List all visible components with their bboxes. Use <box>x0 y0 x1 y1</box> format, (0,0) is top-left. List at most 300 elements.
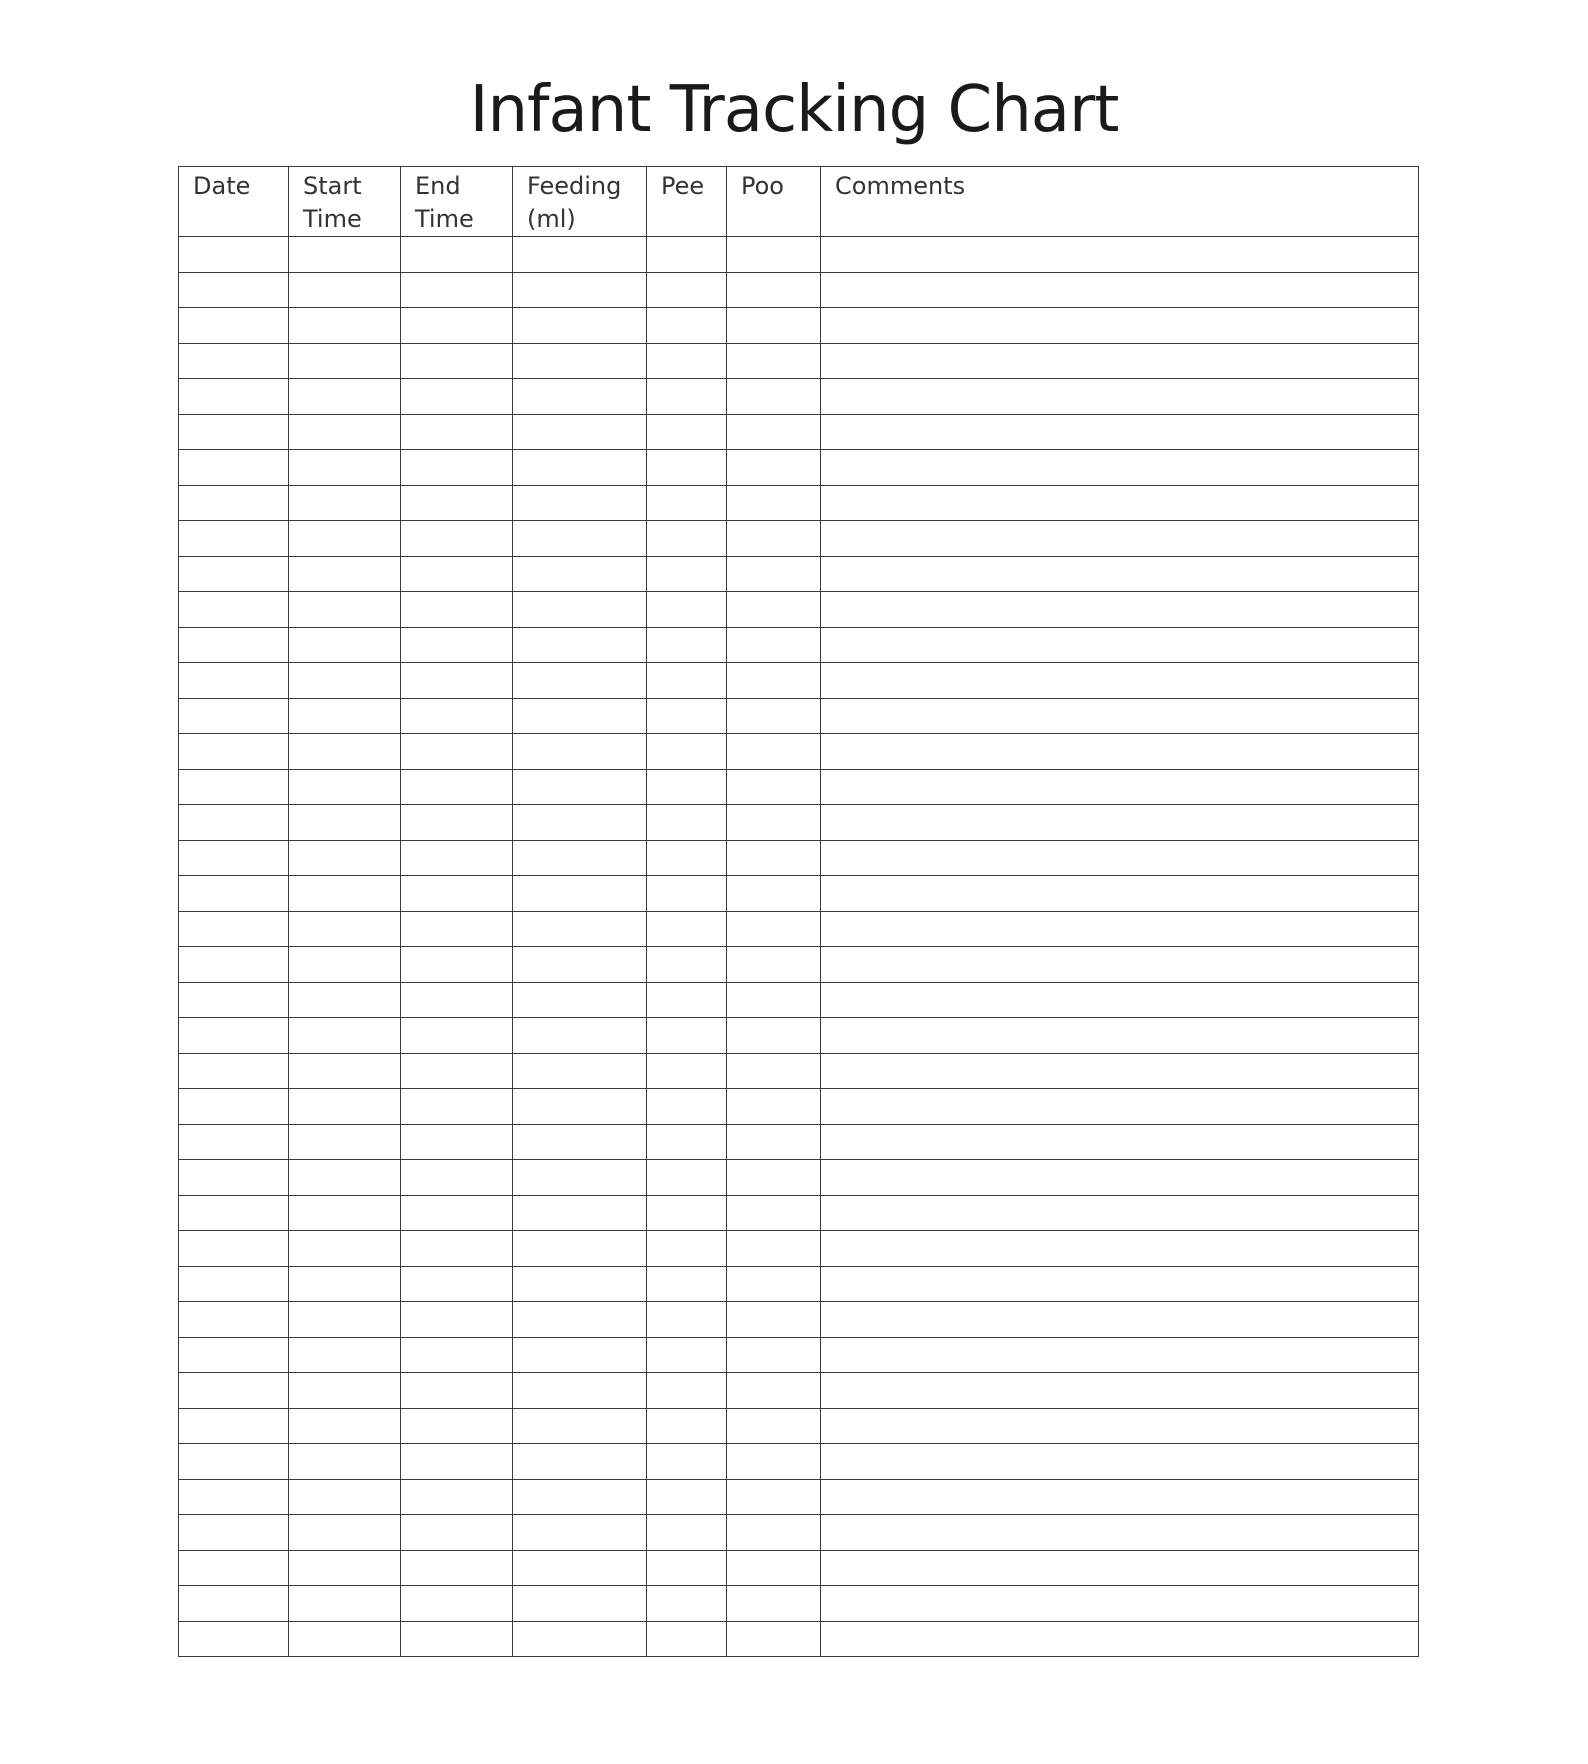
table-cell-comments <box>821 947 1419 983</box>
table-cell-start-time <box>289 1231 401 1267</box>
table-cell-end-time <box>401 308 513 344</box>
table-cell-date <box>179 840 289 876</box>
table-cell-pee <box>647 734 727 770</box>
table-row <box>179 663 1419 699</box>
table-cell-end-time <box>401 1160 513 1196</box>
table-cell-date <box>179 1586 289 1622</box>
table-row <box>179 698 1419 734</box>
table-cell-end-time <box>401 1124 513 1160</box>
table-cell-date <box>179 1408 289 1444</box>
table-cell-start-time <box>289 1515 401 1551</box>
table-cell-poo <box>727 1124 821 1160</box>
table-cell-feeding <box>513 1089 647 1125</box>
table-cell-date <box>179 521 289 557</box>
table-cell-poo <box>727 698 821 734</box>
table-cell-comments <box>821 450 1419 486</box>
table-cell-date <box>179 556 289 592</box>
table-cell-pee <box>647 805 727 841</box>
table-cell-poo <box>727 1373 821 1409</box>
column-header-label: Feeding <box>527 172 622 200</box>
table-cell-comments <box>821 414 1419 450</box>
table-row <box>179 734 1419 770</box>
table-cell-start-time <box>289 876 401 912</box>
table-cell-start-time <box>289 1550 401 1586</box>
table-cell-start-time <box>289 805 401 841</box>
table-cell-date <box>179 1621 289 1657</box>
table-cell-poo <box>727 556 821 592</box>
table-cell-comments <box>821 911 1419 947</box>
table-cell-end-time <box>401 272 513 308</box>
table-cell-pee <box>647 982 727 1018</box>
table-cell-poo <box>727 1586 821 1622</box>
table-cell-poo <box>727 1479 821 1515</box>
table-cell-feeding <box>513 947 647 983</box>
table-cell-feeding <box>513 1266 647 1302</box>
table-cell-feeding <box>513 1373 647 1409</box>
table-cell-pee <box>647 1373 727 1409</box>
table-cell-poo <box>727 592 821 628</box>
table-row <box>179 556 1419 592</box>
table-cell-pee <box>647 663 727 699</box>
table-cell-start-time <box>289 485 401 521</box>
table-cell-pee <box>647 1337 727 1373</box>
table-cell-poo <box>727 521 821 557</box>
table-cell-end-time <box>401 1231 513 1267</box>
table-cell-feeding <box>513 521 647 557</box>
table-cell-pee <box>647 1089 727 1125</box>
table-cell-end-time <box>401 1373 513 1409</box>
table-cell-end-time <box>401 1515 513 1551</box>
table-cell-pee <box>647 1266 727 1302</box>
table-cell-end-time <box>401 1479 513 1515</box>
table-row <box>179 414 1419 450</box>
table-cell-end-time <box>401 1586 513 1622</box>
table-cell-pee <box>647 769 727 805</box>
table-row <box>179 343 1419 379</box>
table-cell-date <box>179 379 289 415</box>
table-cell-pee <box>647 521 727 557</box>
table-cell-start-time <box>289 343 401 379</box>
table-cell-comments <box>821 1302 1419 1338</box>
table-cell-feeding <box>513 1586 647 1622</box>
table-cell-start-time <box>289 1479 401 1515</box>
table-cell-poo <box>727 343 821 379</box>
table-cell-start-time <box>289 734 401 770</box>
table-cell-feeding <box>513 1195 647 1231</box>
table-cell-feeding <box>513 343 647 379</box>
table-row <box>179 379 1419 415</box>
table-cell-end-time <box>401 627 513 663</box>
table-row <box>179 769 1419 805</box>
table-cell-feeding <box>513 308 647 344</box>
column-header-comments <box>821 167 1419 237</box>
table-cell-pee <box>647 1018 727 1054</box>
table-row <box>179 1337 1419 1373</box>
column-header-end-time <box>401 167 513 237</box>
table-cell-date <box>179 1124 289 1160</box>
table-cell-pee <box>647 876 727 912</box>
table-cell-end-time <box>401 1621 513 1657</box>
table-cell-pee <box>647 1302 727 1338</box>
table-cell-feeding <box>513 663 647 699</box>
table-cell-poo <box>727 1550 821 1586</box>
table-cell-start-time <box>289 521 401 557</box>
table-cell-start-time <box>289 308 401 344</box>
table-cell-start-time <box>289 1195 401 1231</box>
table-cell-poo <box>727 450 821 486</box>
table-cell-poo <box>727 1515 821 1551</box>
column-header-pee <box>647 167 727 237</box>
table-cell-pee <box>647 840 727 876</box>
table-cell-comments <box>821 1160 1419 1196</box>
table-cell-start-time <box>289 911 401 947</box>
table-cell-date <box>179 1018 289 1054</box>
table-cell-end-time <box>401 237 513 273</box>
table-cell-pee <box>647 1444 727 1480</box>
table-cell-comments <box>821 592 1419 628</box>
table-cell-feeding <box>513 1621 647 1657</box>
column-header-date <box>179 167 289 237</box>
table-cell-start-time <box>289 663 401 699</box>
table-cell-end-time <box>401 911 513 947</box>
table-cell-date <box>179 343 289 379</box>
table-cell-end-time <box>401 1337 513 1373</box>
table-cell-end-time <box>401 1266 513 1302</box>
table-cell-feeding <box>513 1479 647 1515</box>
table-cell-date <box>179 450 289 486</box>
table-cell-date <box>179 982 289 1018</box>
table-cell-pee <box>647 592 727 628</box>
table-row <box>179 1444 1419 1480</box>
table-row <box>179 1266 1419 1302</box>
table-cell-pee <box>647 1053 727 1089</box>
table-cell-comments <box>821 663 1419 699</box>
table-cell-comments <box>821 734 1419 770</box>
table-cell-feeding <box>513 1018 647 1054</box>
table-cell-comments <box>821 521 1419 557</box>
table-cell-pee <box>647 947 727 983</box>
table-row <box>179 982 1419 1018</box>
table-cell-feeding <box>513 1515 647 1551</box>
table-cell-start-time <box>289 1586 401 1622</box>
page-title: Infant Tracking Chart <box>469 73 1119 147</box>
table-cell-date <box>179 1195 289 1231</box>
table-cell-feeding <box>513 272 647 308</box>
table-row <box>179 1621 1419 1657</box>
table-cell-comments <box>821 1550 1419 1586</box>
table-cell-comments <box>821 1373 1419 1409</box>
table-cell-feeding <box>513 414 647 450</box>
table-cell-comments <box>821 237 1419 273</box>
table-cell-end-time <box>401 1053 513 1089</box>
table-cell-start-time <box>289 1089 401 1125</box>
table-cell-pee <box>647 911 727 947</box>
table-cell-end-time <box>401 379 513 415</box>
table-cell-pee <box>647 1231 727 1267</box>
table-row <box>179 272 1419 308</box>
table-row <box>179 1160 1419 1196</box>
table-cell-feeding <box>513 734 647 770</box>
table-cell-end-time <box>401 805 513 841</box>
table-cell-feeding <box>513 1302 647 1338</box>
table-cell-poo <box>727 1302 821 1338</box>
table-cell-feeding <box>513 1337 647 1373</box>
table-cell-poo <box>727 627 821 663</box>
table-cell-date <box>179 1337 289 1373</box>
column-header-label: (ml) <box>527 205 576 233</box>
table-cell-date <box>179 663 289 699</box>
table-cell-date <box>179 485 289 521</box>
table-cell-end-time <box>401 876 513 912</box>
table-cell-feeding <box>513 1550 647 1586</box>
table-cell-date <box>179 1302 289 1338</box>
table-cell-comments <box>821 698 1419 734</box>
table-cell-feeding <box>513 769 647 805</box>
table-cell-date <box>179 805 289 841</box>
tracking-table <box>178 166 1419 1657</box>
table-cell-comments <box>821 272 1419 308</box>
table-cell-pee <box>647 450 727 486</box>
table-cell-end-time <box>401 1089 513 1125</box>
table-cell-poo <box>727 1053 821 1089</box>
table-cell-feeding <box>513 485 647 521</box>
table-cell-date <box>179 1444 289 1480</box>
table-cell-end-time <box>401 1195 513 1231</box>
table-cell-feeding <box>513 1160 647 1196</box>
table-row <box>179 627 1419 663</box>
table-cell-end-time <box>401 1018 513 1054</box>
table-cell-end-time <box>401 982 513 1018</box>
table-cell-date <box>179 1479 289 1515</box>
table-cell-pee <box>647 237 727 273</box>
table-cell-pee <box>647 1160 727 1196</box>
table-row <box>179 1302 1419 1338</box>
table-cell-date <box>179 1089 289 1125</box>
column-header-poo <box>727 167 821 237</box>
table-cell-comments <box>821 1266 1419 1302</box>
table-cell-pee <box>647 414 727 450</box>
table-cell-start-time <box>289 1621 401 1657</box>
table-cell-end-time <box>401 592 513 628</box>
table-row <box>179 911 1419 947</box>
table-cell-feeding <box>513 556 647 592</box>
table-cell-comments <box>821 1621 1419 1657</box>
table-cell-poo <box>727 663 821 699</box>
table-row <box>179 450 1419 486</box>
table-cell-date <box>179 308 289 344</box>
table-cell-pee <box>647 1550 727 1586</box>
table-cell-feeding <box>513 237 647 273</box>
table-cell-pee <box>647 343 727 379</box>
table-cell-feeding <box>513 627 647 663</box>
table-cell-start-time <box>289 1444 401 1480</box>
table-cell-comments <box>821 627 1419 663</box>
table-cell-pee <box>647 1195 727 1231</box>
table-cell-comments <box>821 343 1419 379</box>
table-cell-feeding <box>513 592 647 628</box>
table-cell-pee <box>647 308 727 344</box>
table-row <box>179 876 1419 912</box>
table-cell-feeding <box>513 1124 647 1160</box>
table-cell-date <box>179 1266 289 1302</box>
table-cell-date <box>179 911 289 947</box>
table-cell-date <box>179 1550 289 1586</box>
table-cell-end-time <box>401 521 513 557</box>
table-cell-pee <box>647 556 727 592</box>
table-cell-date <box>179 592 289 628</box>
table-cell-pee <box>647 379 727 415</box>
table-row <box>179 805 1419 841</box>
table-cell-pee <box>647 1515 727 1551</box>
table-cell-end-time <box>401 1550 513 1586</box>
table-cell-poo <box>727 1408 821 1444</box>
table-cell-date <box>179 876 289 912</box>
table-row <box>179 308 1419 344</box>
table-cell-start-time <box>289 627 401 663</box>
table-cell-end-time <box>401 840 513 876</box>
table-cell-start-time <box>289 769 401 805</box>
table-cell-end-time <box>401 556 513 592</box>
table-row <box>179 1550 1419 1586</box>
table-cell-poo <box>727 1266 821 1302</box>
table-cell-start-time <box>289 1053 401 1089</box>
table-cell-end-time <box>401 947 513 983</box>
table-cell-pee <box>647 272 727 308</box>
table-row <box>179 1515 1419 1551</box>
column-header-start-time <box>289 167 401 237</box>
table-cell-poo <box>727 876 821 912</box>
table-cell-pee <box>647 627 727 663</box>
table-cell-pee <box>647 1586 727 1622</box>
table-row <box>179 1479 1419 1515</box>
table-cell-comments <box>821 485 1419 521</box>
column-header-label: Poo <box>741 172 784 200</box>
table-cell-comments <box>821 1444 1419 1480</box>
table-cell-start-time <box>289 698 401 734</box>
table-cell-comments <box>821 1195 1419 1231</box>
table-cell-comments <box>821 805 1419 841</box>
table-row <box>179 1408 1419 1444</box>
table-cell-start-time <box>289 379 401 415</box>
table-cell-comments <box>821 876 1419 912</box>
table-cell-comments <box>821 308 1419 344</box>
table-cell-end-time <box>401 698 513 734</box>
table-cell-poo <box>727 734 821 770</box>
table-cell-start-time <box>289 1302 401 1338</box>
table-cell-feeding <box>513 805 647 841</box>
table-cell-poo <box>727 769 821 805</box>
table-cell-start-time <box>289 450 401 486</box>
table-row <box>179 592 1419 628</box>
table-cell-poo <box>727 414 821 450</box>
table-cell-comments <box>821 982 1419 1018</box>
table-body <box>179 237 1419 1657</box>
table-cell-pee <box>647 1124 727 1160</box>
table-cell-end-time <box>401 769 513 805</box>
table-cell-poo <box>727 1160 821 1196</box>
table-cell-start-time <box>289 982 401 1018</box>
table-cell-start-time <box>289 840 401 876</box>
table-cell-date <box>179 237 289 273</box>
table-cell-date <box>179 414 289 450</box>
table-cell-comments <box>821 1479 1419 1515</box>
table-row <box>179 485 1419 521</box>
table-cell-feeding <box>513 911 647 947</box>
table-cell-poo <box>727 982 821 1018</box>
table-cell-pee <box>647 1479 727 1515</box>
table-cell-comments <box>821 1408 1419 1444</box>
table-cell-comments <box>821 840 1419 876</box>
table-cell-feeding <box>513 450 647 486</box>
table-cell-start-time <box>289 1160 401 1196</box>
table-cell-pee <box>647 1621 727 1657</box>
table-cell-date <box>179 1160 289 1196</box>
table-cell-poo <box>727 1444 821 1480</box>
table-cell-date <box>179 698 289 734</box>
table-row <box>179 1586 1419 1622</box>
table-cell-start-time <box>289 1018 401 1054</box>
table-cell-poo <box>727 1195 821 1231</box>
table-cell-end-time <box>401 663 513 699</box>
table-cell-feeding <box>513 1408 647 1444</box>
table-cell-comments <box>821 1586 1419 1622</box>
column-header-label: Time <box>415 205 474 233</box>
table-cell-poo <box>727 911 821 947</box>
table-cell-poo <box>727 379 821 415</box>
table-cell-comments <box>821 1124 1419 1160</box>
table-cell-poo <box>727 805 821 841</box>
table-cell-date <box>179 734 289 770</box>
column-header-label: Start <box>303 172 362 200</box>
table-cell-poo <box>727 237 821 273</box>
table-cell-poo <box>727 1337 821 1373</box>
table-cell-feeding <box>513 1444 647 1480</box>
table-cell-start-time <box>289 1337 401 1373</box>
table-cell-end-time <box>401 343 513 379</box>
table-cell-pee <box>647 698 727 734</box>
table-cell-feeding <box>513 1053 647 1089</box>
table-cell-comments <box>821 556 1419 592</box>
table-cell-poo <box>727 1621 821 1657</box>
table-cell-comments <box>821 1231 1419 1267</box>
table-row <box>179 1195 1419 1231</box>
table-row <box>179 1373 1419 1409</box>
table-cell-poo <box>727 308 821 344</box>
table-cell-comments <box>821 1515 1419 1551</box>
header-row <box>179 167 1419 237</box>
table-cell-feeding <box>513 698 647 734</box>
table-cell-comments <box>821 769 1419 805</box>
table-row <box>179 521 1419 557</box>
table-row <box>179 1231 1419 1267</box>
table-cell-poo <box>727 1089 821 1125</box>
table-cell-start-time <box>289 1373 401 1409</box>
table-cell-date <box>179 947 289 983</box>
table-cell-date <box>179 1515 289 1551</box>
table-cell-poo <box>727 1018 821 1054</box>
table-row <box>179 1089 1419 1125</box>
table-cell-date <box>179 627 289 663</box>
table-cell-start-time <box>289 272 401 308</box>
table-cell-end-time <box>401 734 513 770</box>
table-cell-date <box>179 1373 289 1409</box>
table-cell-start-time <box>289 1266 401 1302</box>
table-cell-feeding <box>513 1231 647 1267</box>
table-cell-start-time <box>289 414 401 450</box>
table-cell-pee <box>647 1408 727 1444</box>
table-cell-comments <box>821 379 1419 415</box>
table-cell-comments <box>821 1089 1419 1125</box>
